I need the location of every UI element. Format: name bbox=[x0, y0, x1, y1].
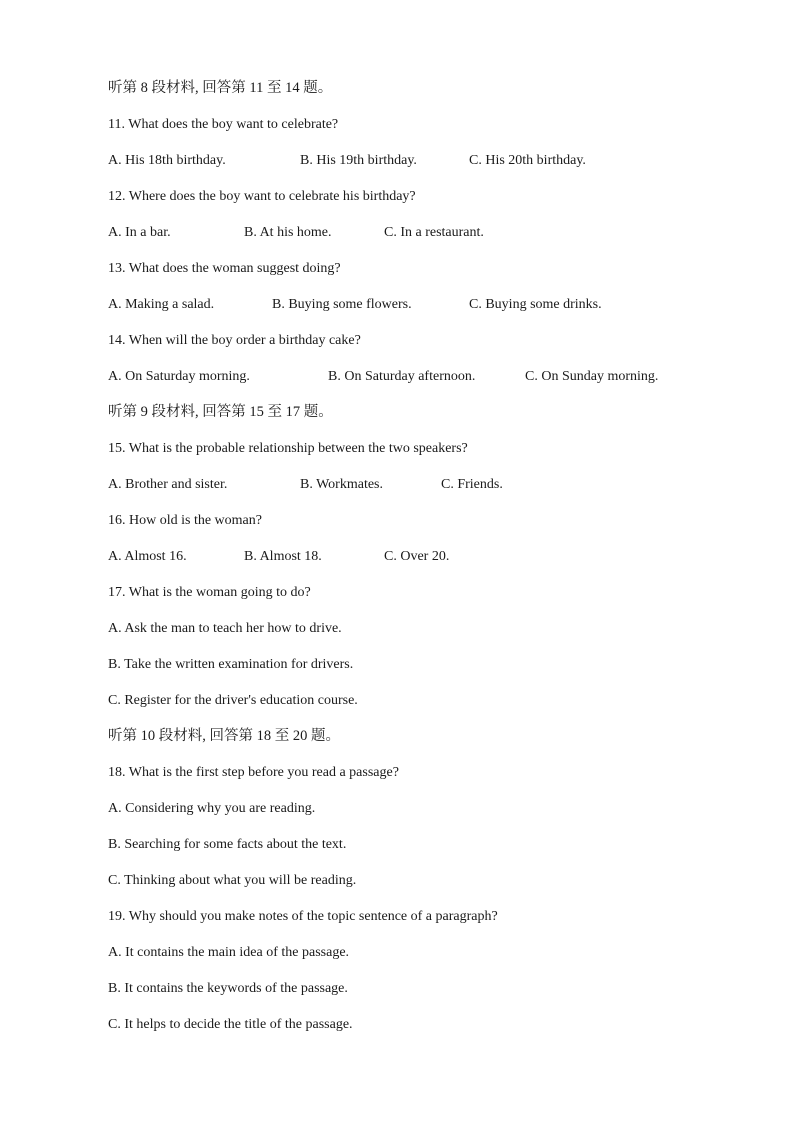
option-b: B. At his home. bbox=[244, 225, 332, 240]
option-a: A. Making a salad. bbox=[108, 297, 215, 312]
option-a: A. Ask the man to teach her how to drive. bbox=[108, 621, 342, 636]
option-b: B. Workmates. bbox=[300, 477, 383, 492]
option-b: B. His 19th birthday. bbox=[300, 153, 417, 168]
question-stem: 19. Why should you make notes of the topic sentence of a paragraph? bbox=[108, 909, 498, 924]
question-stem: 16. How old is the woman? bbox=[108, 513, 262, 528]
question-stem: 15. What is the probable relationship between the two speakers? bbox=[108, 441, 468, 456]
option-c: C. Over 20. bbox=[384, 549, 450, 564]
option-c: C. His 20th birthday. bbox=[469, 153, 586, 168]
option-b: B. Take the written examination for drivers. bbox=[108, 657, 354, 672]
question-stem: 18. What is the first step before you read a passage? bbox=[108, 765, 399, 780]
option-a: A. His 18th birthday. bbox=[108, 153, 226, 168]
option-b: B. It contains the keywords of the passage. bbox=[108, 981, 348, 996]
option-c: C. It helps to decide the title of the passage. bbox=[108, 1017, 353, 1032]
option-c: C. Register for the driver's education course. bbox=[108, 693, 358, 708]
section-heading: 听第 10 段材料, 回答第 18 至 20 题。 bbox=[108, 728, 340, 744]
option-b: B. Almost 18. bbox=[244, 549, 322, 564]
option-b: B. Buying some flowers. bbox=[272, 297, 412, 312]
option-a: A. Considering why you are reading. bbox=[108, 801, 316, 816]
option-a: A. On Saturday morning. bbox=[108, 369, 250, 384]
question-stem: 14. When will the boy order a birthday cake? bbox=[108, 333, 361, 348]
section-heading: 听第 8 段材料, 回答第 11 至 14 题。 bbox=[108, 80, 333, 96]
option-b: B. Searching for some facts about the text. bbox=[108, 837, 347, 852]
option-a: A. In a bar. bbox=[108, 225, 171, 240]
option-c: C. On Sunday morning. bbox=[525, 369, 659, 384]
option-a: A. Brother and sister. bbox=[108, 477, 228, 492]
question-stem: 13. What does the woman suggest doing? bbox=[108, 261, 341, 276]
question-stem: 12. Where does the boy want to celebrate his birthday? bbox=[108, 189, 416, 204]
option-c: C. Friends. bbox=[441, 477, 503, 492]
option-c: C. Thinking about what you will be reading. bbox=[108, 873, 357, 888]
option-a: A. It contains the main idea of the passage. bbox=[108, 945, 350, 960]
option-c: C. In a restaurant. bbox=[384, 225, 484, 240]
question-stem: 17. What is the woman going to do? bbox=[108, 585, 311, 600]
question-stem: 11. What does the boy want to celebrate? bbox=[108, 117, 339, 132]
option-b: B. On Saturday afternoon. bbox=[328, 369, 476, 384]
section-heading: 听第 9 段材料, 回答第 15 至 17 题。 bbox=[108, 404, 333, 420]
option-a: A. Almost 16. bbox=[108, 549, 187, 564]
option-c: C. Buying some drinks. bbox=[469, 297, 602, 312]
